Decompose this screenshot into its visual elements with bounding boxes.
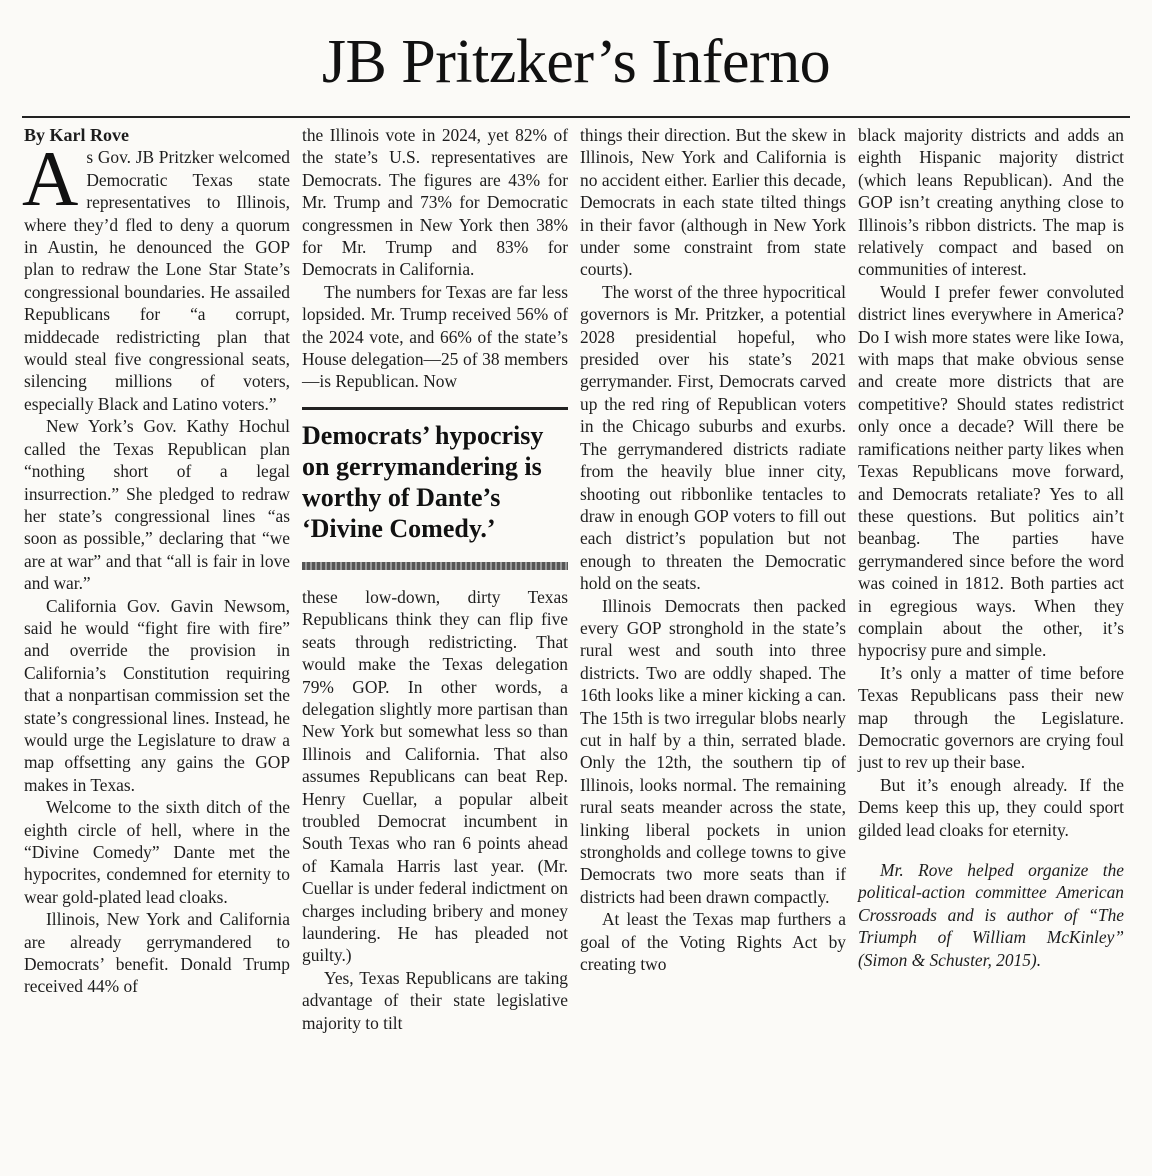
pull-quote-text: Democrats’ hypocrisy on gerrymandering is worthy of Dante’s ‘Divine Comedy.’ [302, 420, 544, 543]
paragraph: Illinois Democrats then packed every GOP stronghold in the state’s rural west and south into three districts. Two are oddly shaped. The 16th looks like a miner kicking a can. The 15th is two irregular blobs nearly cut in half by a thin, serrated blade. Only the 12th, the southern tip of Illinois, looks normal. The remaining rural seats meander across the state, linking liberal pockets in union strongholds and college towns to give Democrats two more seats than if districts had been drawn compactly. [580, 595, 846, 907]
paragraph: things their direction. But the skew in Illinois, New York and California is no accident either. Earlier this decade, Democrats in each state tilted things in their favor (although in New York under some constraint from state courts). [580, 125, 846, 280]
column-4 [854, 124, 1132, 1176]
paragraph: California Gov. Gavin Newsom, said he would “fight fire with fire” and override the provision in California’s Constitution requiring that a nonpartisan commission set the state’s congressional lines. Instead, he would urge the Legislature to draw a map offsetting any gains the GOP makes in Texas. [24, 595, 290, 795]
drop-cap: A [22, 135, 79, 223]
paragraph: black majority districts and adds an eighth Hispanic majority district (which leans Republican). And the GOP isn’t creating anything close to Illinois’s ribbon districts. The map is relatively compact and based on communities of interest. [858, 125, 1124, 280]
paragraph: Welcome to the sixth ditch of the eighth circle of hell, where in the “Divine Comedy” Dante met the hypocrites, condemned for eternity to wear gold-plated lead cloaks. [24, 797, 290, 907]
paragraph: At least the Texas map furthers a goal of the Voting Rights Act by creating two [580, 909, 846, 975]
column-3 [576, 124, 854, 1176]
column-2 [298, 124, 576, 1176]
author-bio: Mr. Rove helped organize the political-action committee American Crossroads and is author of “The Triumph of William McKinley” (Simon & Schuster, 2015). [858, 860, 1124, 970]
paragraph: these low-down, dirty Texas Republicans think they can flip five seats through redistricting. That would make the Texas delegation 79% GOP. In other words, a delegation slightly more partisan than New York but somewhat less so than Illinois and California. That also assumes Republicans can beat Rep. Henry Cuellar, a popular albeit troubled Democrat incumbent in South Texas who ran 6 points ahead of Kamala Harris last year. (Mr. Cuellar is under federal indictment on charges including bribery and money laundering. He has pleaded not guilty.) [302, 586, 568, 966]
headline: JB Pritzker’s Inferno [321, 28, 831, 96]
pull-quote [302, 407, 568, 570]
byline: By Karl Rove [24, 125, 129, 145]
paragraph: the Illinois vote in 2024, yet 82% of the state’s U.S. representatives are Democrats. The figures are 43% for Mr. Trump and 73% for Democratic congressmen in New York then 38% for Mr. Trump and 83% for Democrats in California. [302, 125, 568, 280]
paragraph: But it’s enough already. If the Dems keep this up, they could sport gilded lead cloaks for eternity. [858, 774, 1124, 840]
paragraph-text: s Gov. JB Pritzker welcomed Democratic Texas state representatives to Illinois, where they’d fled to deny a quorum in Austin, he denounced the GOP plan to redraw the Lone Star State’s congressional boundaries. He assailed Republicans for “a corrupt, middecade redistricting plan that would steal five congressional seats, silencing millions of voters, especially Black and Latino voters.” [24, 147, 290, 414]
paragraph: New York’s Gov. Kathy Hochul called the Texas Republican plan “nothing short of a legal insurrection.” She pledged to redraw her state’s congressional lines “as soon as possible,” declaring that “we are at war” and that “all is fair in love and war.” [24, 416, 290, 594]
paragraph: The numbers for Texas are far less lopsided. Mr. Trump received 56% of the 2024 vote, and 66% of the state’s House delegation—25 of 38 members—is Republican. Now [302, 281, 568, 392]
paragraph: It’s only a matter of time before Texas Republicans pass their new map through the Legislature. Democratic governors are crying foul just to rev up their base. [858, 662, 1124, 773]
paragraph: Yes, Texas Republicans are taking advantage of their state legislative majority to tilt [302, 967, 568, 1033]
column-1 [20, 124, 298, 1176]
paragraph: The worst of the three hypocritical governors is Mr. Pritzker, a potential 2028 presidential hopeful, who presided over his state’s 2021 gerrymander. First, Democrats carved up the red ring of Republican voters in the Chicago suburbs and exurbs. The gerrymandered districts radiate from the heavily blue inner city, shooting out ribbonlike tentacles to draw in enough GOP voters to fill out each district’s population but not enough to threaten the Democratic hold on the seats. [580, 281, 846, 594]
article-columns [20, 124, 1132, 1176]
pull-quote-divider [302, 562, 568, 570]
paragraph: Would I prefer fewer convoluted district lines everywhere in America? Do I wish more states were like Iowa, with maps that make obvious sense and create more districts that are competitive? Should states redistrict only once a decade? Will there be ramifications neither party likes when Texas Republicans move forward, and Democrats retaliate? Yes to all these questions. But politics ain’t beanbag. The parties have gerrymandered since before the word was coined in 1812. Both parties act in egregious ways. When they complain about the other, it’s hypocrisy pure and simple. [858, 281, 1124, 661]
paragraph: Illinois, New York and California are already gerrymandered to Democrats’ benefit. Donald Trump received 44% of [24, 909, 290, 997]
headline-rule [22, 116, 1130, 118]
